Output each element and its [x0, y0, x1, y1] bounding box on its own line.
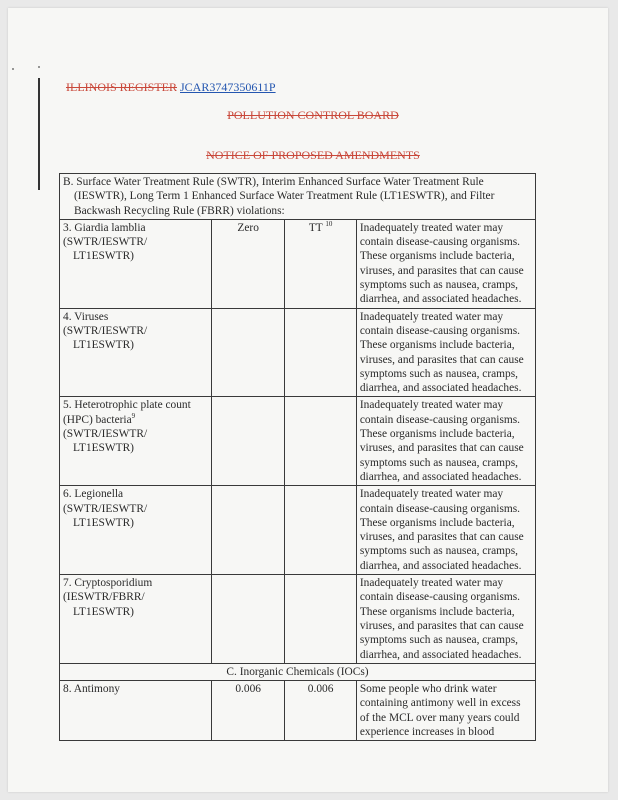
- contaminant-cell: [60, 397, 212, 486]
- register-struck-text: ILLINOIS REGISTER: [66, 80, 177, 94]
- section-c-heading: C. Inorganic Chemicals (IOCs): [60, 663, 536, 680]
- notice-title: [8, 148, 618, 163]
- contaminant-rule: (SWTR/IESWTR/ LT1ESWTR): [63, 428, 148, 455]
- contaminant-cell: [60, 486, 212, 575]
- health-effect-cell: Inadequately treated water may contain disease-causing organisms. These organisms include bacteria, viruses, and parasites that can cause symptoms such as nausea, cramps, diarrhea, and associated headaches.: [356, 397, 535, 486]
- mcl-cell: [285, 486, 356, 575]
- table-row: [60, 486, 536, 575]
- register-code-link[interactable]: JCAR3747350611P: [180, 80, 276, 94]
- contaminant-rule: (SWTR/IESWTR/ LT1ESWTR): [63, 324, 148, 352]
- contaminant-table: [59, 173, 536, 741]
- contaminant-name: 3. Giardia lamblia: [63, 221, 146, 234]
- mclg-cell: [211, 397, 284, 486]
- mclg-cell: Zero: [211, 219, 284, 308]
- contaminant-cell: [60, 308, 212, 397]
- contaminant-name: 7. Cryptosporidium: [63, 577, 153, 590]
- section-c-row: [60, 663, 536, 680]
- contaminant-name: 8. Antimony: [60, 681, 212, 741]
- contaminant-rule: (SWTR/IESWTR/ LT1ESWTR): [63, 236, 148, 263]
- health-effect-cell: Inadequately treated water may contain disease-causing organisms. These organisms include bacteria, viruses, and parasites that can cause symptoms such as nausea, cramps, diarrhea, and associated headaches.: [356, 219, 535, 308]
- mcl-cell: [285, 219, 356, 308]
- table-row: [60, 575, 536, 664]
- contaminant-name: 5. Heterotrophic plate count (HPC) bacteria: [63, 399, 191, 426]
- notice-title-text: NOTICE OF PROPOSED AMENDMENTS: [206, 148, 420, 162]
- footnote-marker: 9: [131, 411, 136, 420]
- health-effect-cell: Inadequately treated water may contain disease-causing organisms. These organisms include bacteria, viruses, and parasites that can cause symptoms such as nausea, cramps, diarrhea, and associated headaches.: [356, 575, 535, 664]
- contaminant-name: 6. Legionella: [63, 488, 124, 501]
- mclg-cell: [211, 308, 284, 397]
- mclg-cell: 0.006: [211, 681, 284, 741]
- section-b-heading: B. Surface Water Treatment Rule (SWTR), Interim Enhanced Surface Water Treatment Rule (IESWTR), Long Term 1 Enhanced Surface Water Treatment Rule (LT1ESWTR), and Filter Backwash Recycling Rule (FBRR) violations:: [60, 174, 536, 220]
- contaminant-rule: (IESWTR/FBRR/ LT1ESWTR): [63, 591, 145, 618]
- mclg-cell: [211, 486, 284, 575]
- contaminant-cell: [60, 219, 212, 308]
- contaminant-rule: (SWTR/IESWTR/ LT1ESWTR): [63, 502, 148, 529]
- scan-speck: [38, 66, 40, 68]
- mcl-cell: [285, 575, 356, 664]
- mcl-cell: [285, 397, 356, 486]
- health-effect-cell: Inadequately treated water may contain disease-causing organisms. These organisms include bacteria, viruses, and parasites that can cause symptoms such as nausea, cramps, diarrhea, and associated headaches.: [356, 308, 535, 397]
- table-row: [60, 219, 536, 308]
- health-effect-cell: Some people who drink water containing antimony well in excess of the MCL over many years could experience increases in blood: [356, 681, 535, 741]
- contaminant-cell: [60, 575, 212, 664]
- scan-speck: [12, 68, 14, 70]
- mclg-cell: [211, 575, 284, 664]
- register-header: [66, 80, 276, 95]
- board-title: [8, 108, 618, 123]
- table-row: [60, 308, 536, 397]
- mcl-value: TT: [308, 221, 323, 234]
- section-b-row: [60, 174, 536, 220]
- mcl-cell: 0.006: [285, 681, 356, 741]
- revision-bar: [38, 78, 40, 190]
- table-row: [60, 397, 536, 486]
- table-row: [60, 681, 536, 741]
- mcl-cell: [285, 308, 356, 397]
- health-effect-cell: Inadequately treated water may contain disease-causing organisms. These organisms include bacteria, viruses, and parasites that can cause symptoms such as nausea, cramps, diarrhea, and associated headaches.: [356, 486, 535, 575]
- contaminant-name: 4. Viruses: [63, 310, 109, 323]
- board-title-text: POLLUTION CONTROL BOARD: [227, 108, 399, 122]
- footnote-marker: 10: [325, 220, 333, 229]
